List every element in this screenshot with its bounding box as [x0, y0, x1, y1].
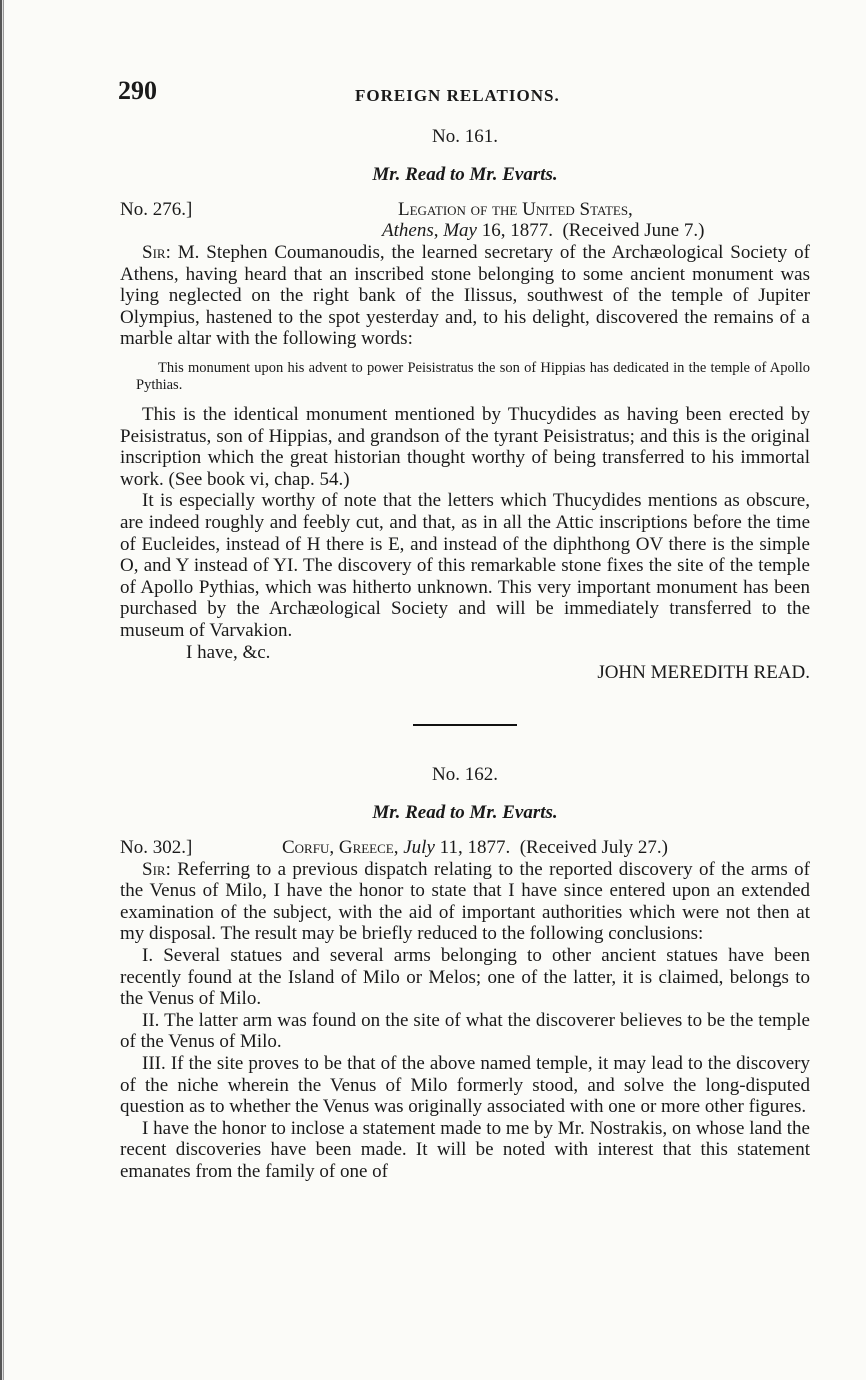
paragraph-text: M. Stephen Coumanoudis, the learned secretary of the Archæological Society of Athens, having heard that an inscribed stone belonging to some ancient monument was lying neglected on the right bank of the Ilissus, southwest of the temple of Jupiter Olympius, hastened to the spot yesterday and, to his delight, discovered the remains of a marble altar with the following words: — [120, 242, 810, 350]
conclusion-item: III. If the site proves to be that of the above named temple, it may lead to the discovery of the niche wherein the Venus of Milo formerly stood, and solve the long-disputed question as to whether the Venus was originally associated with one or more other figures. — [120, 1053, 810, 1118]
dateline — [282, 837, 668, 859]
correspondents-heading: Mr. Read to Mr. Evarts. — [372, 801, 558, 823]
paragraph — [120, 242, 810, 350]
document-number: No. 161. — [432, 126, 498, 147]
dateline-month: May — [443, 220, 477, 241]
salutation: Sir: — [142, 858, 171, 880]
dateline-date: 16, 1877. — [481, 220, 553, 241]
paragraph: I have the honor to inclose a statement made to me by Mr. Nostrakis, on whose land the recent discoveries have been made. It will be noted with interest that this statement emanates from the family of one of — [120, 1117, 810, 1182]
letter-body-162 — [120, 859, 810, 1183]
correspondents-heading: Mr. Read to Mr. Evarts. — [372, 164, 558, 185]
paragraph-text: Referring to a previous dispatch relating to the reported discovery of the arms of the Venus of Milo, I have the honor to state that I have since entered upon an extended examination of the subject, with the aid of important authorities which were not then at my disposal. The result may be briefly reduced to the following conclusions: — [120, 858, 811, 945]
inscription-translation: This monument upon his advent to power Peisistratus the son of Hippias has dedicated in the temple of Apollo Pythias. — [136, 359, 810, 393]
paragraph: This is the identical monument mentioned by Thucydides as having been erected by Peisistratus, son of Hippias, and grandson of the tyrant Peisistratus; and this is the original inscription which the great historian thought worthy of being transferred to his immortal work. (See book vi, chap. 54.) — [120, 403, 810, 490]
page-header — [120, 74, 810, 114]
running-head: FOREIGN RELATIONS. — [355, 86, 560, 105]
page-binding-edge — [0, 0, 6, 1380]
conclusion-item: II. The latter arm was found on the site of what the discoverer believes to be the temple of the Venus of Milo. — [120, 1009, 810, 1053]
closing: I have, &c. — [186, 641, 271, 663]
signature: JOHN MEREDITH READ. — [597, 662, 810, 684]
received-note: (Received July 27.) — [519, 836, 668, 858]
dateline-date: 11, 1877. — [439, 836, 511, 858]
received-note: (Received June 7.) — [562, 220, 705, 241]
document-number: No. 162. — [432, 763, 498, 785]
paragraph — [120, 859, 810, 945]
dispatch-number: No. 276.] — [120, 199, 193, 220]
page-number: 290 — [118, 76, 157, 105]
dispatch-heading — [120, 198, 810, 242]
letter-body-161 — [120, 242, 810, 684]
dateline-place: Corfu, Greece, — [282, 836, 399, 858]
dateline-month: July — [403, 836, 435, 858]
paragraph: It is especially worthy of note that the letters which Thucydides mentions as obscure, are indeed roughly and feebly cut, and that, as in all the Attic inscriptions before the time of Eucleides, instead of H there is E, and instead of the diphthong OV there is the simple O, and Y instead of YI. The discovery of this remarkable stone fixes the site of the temple of Apollo Pythias, which was hitherto unknown. This very important monument has been purchased by the Archæological Society and will be immediately transferred to the museum of Varvakion. — [120, 490, 810, 641]
salutation: Sir: — [142, 242, 171, 263]
dateline-place: Athens — [382, 220, 434, 241]
legation-line: Legation of the United States, — [398, 199, 633, 220]
document-page — [120, 74, 810, 1183]
dateline: Athens, May 16, 1877. (Received June 7.) — [382, 220, 705, 241]
dispatch-number: No. 302.] — [120, 836, 193, 858]
dispatch-heading — [120, 836, 810, 859]
conclusion-item: I. Several statues and several arms belonging to other ancient statues have been recently found at the Island of Milo or Melos; one of the latter, it is claimed, belongs to the Venus of Milo. — [120, 945, 810, 1010]
